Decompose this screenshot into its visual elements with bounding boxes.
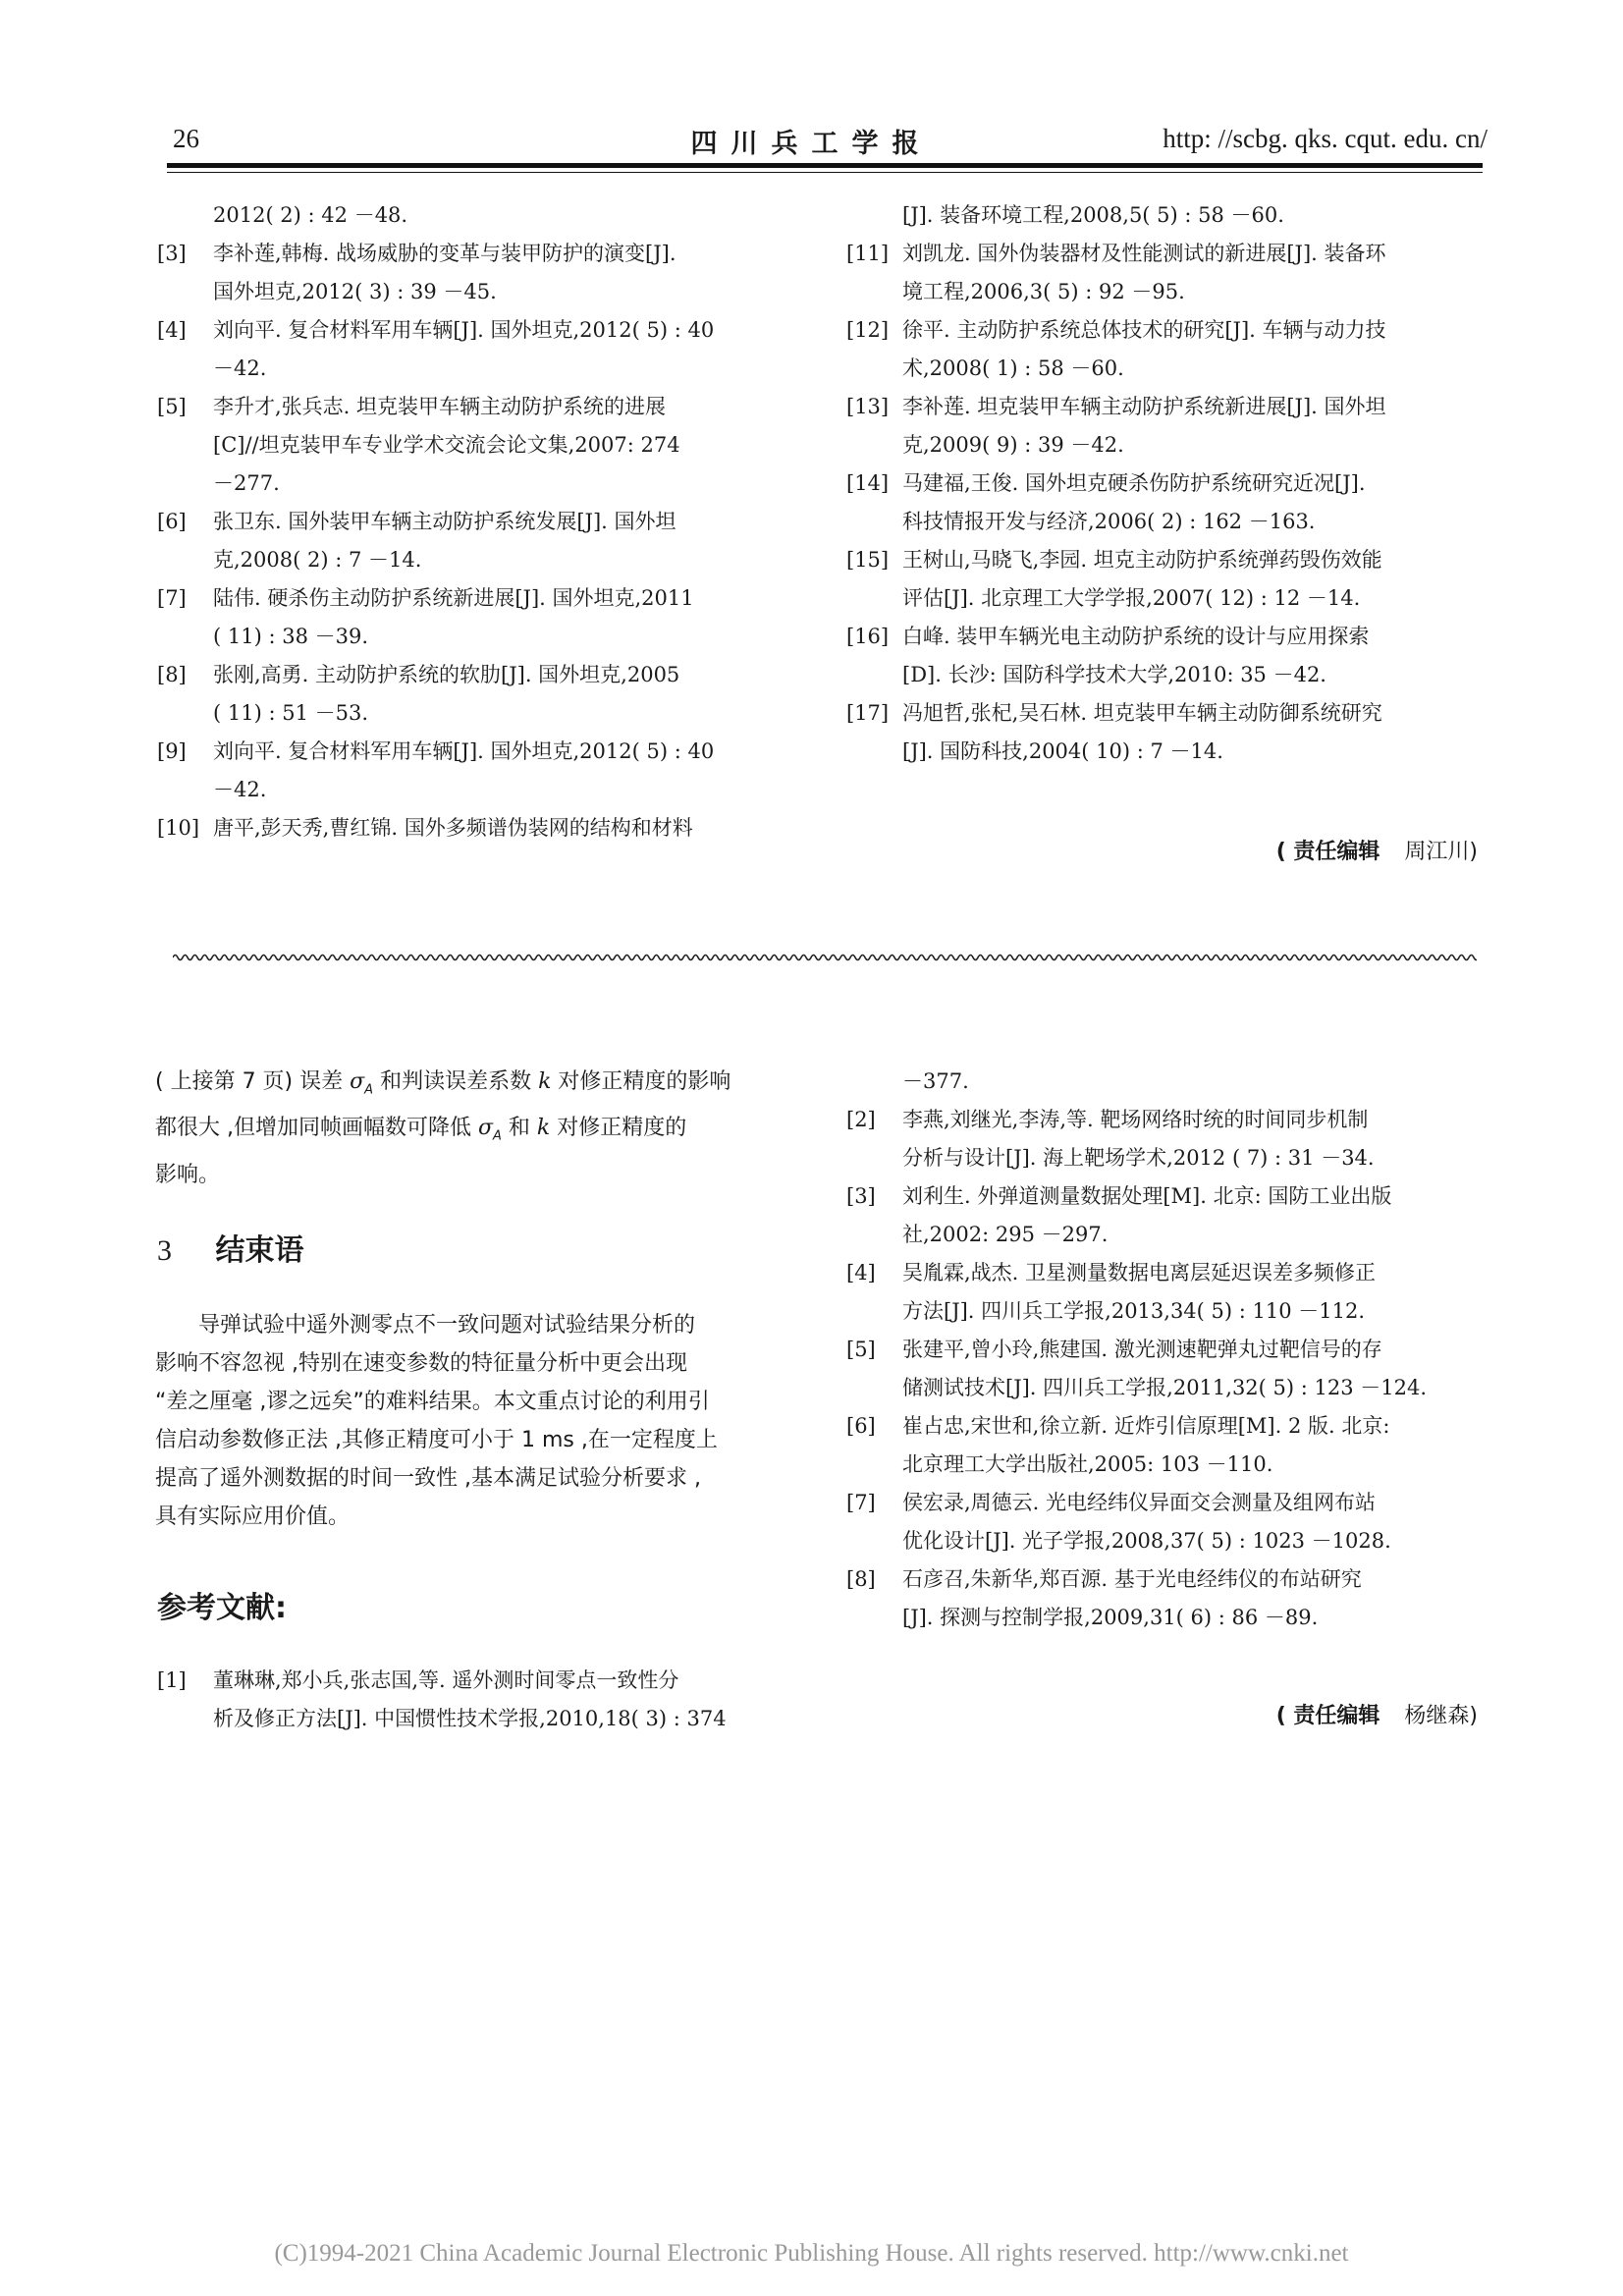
ref-line: 李补莲,韩梅. 战场威胁的变革与装甲防护的演变[J]. — [213, 242, 676, 265]
ref-line: 分析与设计[J]. 海上靶场学术,2012 ( 7) : 31 －34. — [902, 1146, 1375, 1170]
ref-number: [6] — [846, 1414, 876, 1438]
top-left-references — [157, 196, 795, 847]
sigma-subscript: A — [493, 1128, 502, 1144]
continuation-line — [155, 1109, 793, 1155]
ref-line: 吴胤霖,战杰. 卫星测量数据电离层延迟误差多频修正 — [902, 1261, 1377, 1285]
ref-number: [4] — [846, 1261, 876, 1285]
ref-number: [3] — [157, 242, 187, 265]
ref-line: －377. — [902, 1069, 969, 1093]
ref-line: 张卫东. 国外装甲车辆主动防护系统发展[J]. 国外坦 — [213, 510, 676, 533]
ref-line: 方法[J]. 四川兵工学报,2013,34( 5) : 110 －112. — [902, 1299, 1366, 1323]
reference-item — [846, 1177, 1494, 1254]
ref-line: 张建平,曾小玲,熊建国. 激光测速靶弹丸过靶信号的存 — [902, 1338, 1382, 1361]
continuation-line: 影响。 — [155, 1162, 221, 1187]
k-symbol: k — [536, 1116, 551, 1141]
reference-item — [846, 1101, 1494, 1177]
reference-item — [157, 809, 795, 847]
ref-number: [17] — [846, 701, 890, 725]
reference-item — [157, 311, 795, 388]
ref-line: 刘向平. 复合材料军用车辆[J]. 国外坦克,2012( 5) : 40 — [213, 318, 715, 342]
reference-item — [157, 579, 795, 656]
reference-item — [846, 694, 1494, 771]
top-right-references — [846, 196, 1494, 771]
conclusion-line: “差之厘毫 ,谬之远矣”的难料结果。本文重点讨论的利用引 — [155, 1390, 710, 1414]
ref-line: －42. — [213, 778, 267, 801]
reference-item — [846, 235, 1494, 311]
reference-item — [157, 733, 795, 809]
editor-label: ( 责任编辑 — [1275, 1704, 1380, 1728]
conclusion-line: 具有实际应用价值。 — [155, 1504, 351, 1529]
continuation-paragraph — [155, 1063, 793, 1194]
text-run: 和 — [501, 1116, 537, 1141]
reference-item — [846, 1254, 1494, 1331]
wavy-separator — [173, 951, 1477, 964]
ref-line: 董琳琳,郑小兵,张志国,等. 遥外测时间零点一致性分 — [213, 1668, 679, 1692]
reference-item — [846, 465, 1494, 541]
section-heading — [157, 1226, 303, 1269]
copyright-footer: (C)1994-2021 China Academic Journal Electronic Publishing House. All rights reserved. http://www.cnki.net — [274, 2240, 1349, 2267]
bottom-left-references — [157, 1662, 795, 1738]
reference-item — [846, 1063, 1494, 1101]
conclusion-line: 影响不容忽视 ,特别在速变参数的特征量分析中更会出现 — [155, 1351, 687, 1376]
ref-line: 王树山,马晓飞,李园. 坦克主动防护系统弹药毁伤效能 — [902, 548, 1382, 572]
bottom-right-references — [846, 1063, 1494, 1637]
ref-number: [14] — [846, 471, 890, 495]
references-heading: 参考文献: — [157, 1591, 287, 1625]
ref-number: [15] — [846, 548, 890, 572]
editor-name: 周江川) — [1404, 840, 1478, 864]
reference-item — [157, 196, 795, 235]
reference-item — [846, 196, 1494, 235]
ref-line: 社,2002: 295 －297. — [902, 1223, 1109, 1246]
conclusion-line: 导弹试验中遥外测零点不一致问题对试验结果分析的 — [198, 1313, 696, 1338]
text-run: 对修正精度的 — [550, 1116, 687, 1141]
ref-number: [13] — [846, 395, 890, 418]
ref-line: 国外坦克,2012( 3) : 39 －45. — [213, 280, 497, 303]
reference-item — [846, 388, 1494, 465]
ref-number: [5] — [157, 395, 187, 418]
text-run: 对修正精度的影响 — [551, 1069, 731, 1094]
ref-number: [8] — [157, 663, 187, 686]
ref-line: －42. — [213, 356, 267, 380]
ref-number: [6] — [157, 510, 187, 533]
ref-line: [J]. 探测与控制学报,2009,31( 6) : 86 －89. — [902, 1606, 1319, 1629]
header-rule-thick — [167, 163, 1483, 168]
ref-line: [J]. 国防科技,2004( 10) : 7 －14. — [902, 739, 1223, 763]
ref-line: 张刚,高勇. 主动防护系统的软肋[J]. 国外坦克,2005 — [213, 663, 680, 686]
ref-line: ( 11) : 38 －39. — [213, 625, 369, 648]
reference-item — [157, 235, 795, 311]
ref-line: 2012( 2) : 42 －48. — [213, 203, 408, 227]
text-run: 和判读误差系数 — [373, 1069, 539, 1094]
ref-number: [2] — [846, 1108, 876, 1131]
ref-line: 评估[J]. 北京理工大学学报,2007( 12) : 12 －14. — [902, 586, 1361, 610]
ref-line: ( 11) : 51 －53. — [213, 701, 369, 725]
sigma-symbol: σ — [477, 1116, 494, 1141]
ref-line: 陆伟. 硬杀伤主动防护系统新进展[J]. 国外坦克,2011 — [213, 586, 694, 610]
sigma-subscript: A — [364, 1082, 374, 1098]
reference-item — [846, 1331, 1494, 1407]
conclusion-line: 提高了遥外测数据的时间一致性 ,基本满足试验分析要求 , — [155, 1466, 701, 1491]
ref-line: 储测试技术[J]. 四川兵工学报,2011,32( 5) : 123 －124. — [902, 1376, 1428, 1399]
ref-line: [C]//坦克装甲车专业学术交流会论文集,2007: 274 — [213, 433, 680, 457]
section-number: 3 — [157, 1234, 172, 1267]
ref-number: [16] — [846, 625, 890, 648]
ref-number: [12] — [846, 318, 890, 342]
ref-line: 李升才,张兵志. 坦克装甲车辆主动防护系统的进展 — [213, 395, 667, 418]
header-rule-thin — [167, 172, 1483, 173]
continuation-line — [155, 1063, 793, 1109]
reference-item — [846, 541, 1494, 618]
ref-line: 冯旭哲,张杞,吴石林. 坦克装甲车辆主动防御系统研究 — [902, 701, 1382, 725]
ref-number: [7] — [157, 586, 187, 610]
ref-number: [4] — [157, 318, 187, 342]
reference-item — [157, 1662, 795, 1738]
page-number: 26 — [173, 124, 199, 153]
reference-item — [157, 388, 795, 503]
bottom-editor-credit — [1276, 1699, 1478, 1729]
ref-line: 崔占忠,宋世和,徐立新. 近炸引信原理[M]. 2 版. 北京: — [902, 1414, 1390, 1438]
ref-line: 优化设计[J]. 光子学报,2008,37( 5) : 1023 －1028. — [902, 1529, 1391, 1553]
reference-item — [157, 656, 795, 733]
section-title: 结束语 — [215, 1233, 304, 1268]
ref-line: 北京理工大学出版社,2005: 103 －110. — [902, 1452, 1273, 1476]
ref-line: 刘向平. 复合材料军用车辆[J]. 国外坦克,2012( 5) : 40 — [213, 739, 715, 763]
ref-line: [D]. 长沙: 国防科学技术大学,2010: 35 －42. — [902, 663, 1326, 686]
ref-line: 李燕,刘继光,李涛,等. 靶场网络时统的时间同步机制 — [902, 1108, 1369, 1131]
ref-number: [7] — [846, 1491, 876, 1514]
ref-line: 刘凯龙. 国外伪装器材及性能测试的新进展[J]. 装备环 — [902, 242, 1386, 265]
ref-line: 侯宏录,周德云. 光电经纬仪异面交会测量及组网布站 — [902, 1491, 1377, 1514]
journal-url[interactable]: http: //scbg. qks. cqut. edu. cn/ — [1163, 124, 1488, 153]
editor-label: ( 责任编辑 — [1275, 840, 1380, 864]
ref-line: 马建福,王俊. 国外坦克硬杀伤防护系统研究近况[J]. — [902, 471, 1366, 495]
ref-line: 克,2008( 2) : 7 －14. — [213, 548, 422, 572]
ref-line: 唐平,彭天秀,曹红锦. 国外多频谱伪装网的结构和材料 — [213, 816, 693, 840]
ref-line: －277. — [213, 471, 280, 495]
reference-item — [157, 503, 795, 579]
journal-title: 四川兵工学报 — [690, 129, 933, 159]
reference-item — [846, 311, 1494, 388]
top-editor-credit — [1276, 835, 1478, 865]
editor-name: 杨继森) — [1404, 1704, 1478, 1728]
ref-number: [5] — [846, 1338, 876, 1361]
ref-line: 科技情报开发与经济,2006( 2) : 162 －163. — [902, 510, 1316, 533]
sigma-symbol: σ — [350, 1069, 365, 1094]
ref-line: 析及修正方法[J]. 中国惯性技术学报,2010,18( 3) : 374 — [213, 1707, 727, 1730]
ref-line: 刘利生. 外弹道测量数据处理[M]. 北京: 国防工业出版 — [902, 1184, 1392, 1208]
ref-number: [1] — [157, 1668, 187, 1692]
ref-line: 李补莲. 坦克装甲车辆主动防护系统新进展[J]. 国外坦 — [902, 395, 1386, 418]
conclusion-line: 信启动参数修正法 ,其修正精度可小于 1 ms ,在一定程度上 — [155, 1428, 718, 1452]
ref-line: 境工程,2006,3( 5) : 92 －95. — [902, 280, 1185, 303]
k-symbol: k — [538, 1069, 552, 1094]
ref-line: [J]. 装备环境工程,2008,5( 5) : 58 －60. — [902, 203, 1284, 227]
reference-item — [846, 1560, 1494, 1637]
ref-line: 徐平. 主动防护系统总体技术的研究[J]. 车辆与动力技 — [902, 318, 1386, 342]
reference-item — [846, 1484, 1494, 1560]
reference-item — [846, 1407, 1494, 1484]
text-run: 都很大 ,但增加同帧画幅数可降低 — [155, 1116, 478, 1141]
ref-number: [9] — [157, 739, 187, 763]
reference-item — [846, 618, 1494, 694]
ref-number: [8] — [846, 1567, 876, 1591]
ref-line: 石彦召,朱新华,郑百源. 基于光电经纬仪的布站研究 — [902, 1567, 1362, 1591]
ref-line: 术,2008( 1) : 58 －60. — [902, 356, 1124, 380]
ref-number: [3] — [846, 1184, 876, 1208]
ref-line: 白峰. 装甲车辆光电主动防护系统的设计与应用探索 — [902, 625, 1370, 648]
ref-number: [10] — [157, 816, 200, 840]
ref-number: [11] — [846, 242, 890, 265]
text-run: ( 上接第 7 页) 误差 — [155, 1069, 351, 1094]
conclusion-paragraph — [155, 1306, 793, 1536]
ref-line: 克,2009( 9) : 39 －42. — [902, 433, 1124, 457]
